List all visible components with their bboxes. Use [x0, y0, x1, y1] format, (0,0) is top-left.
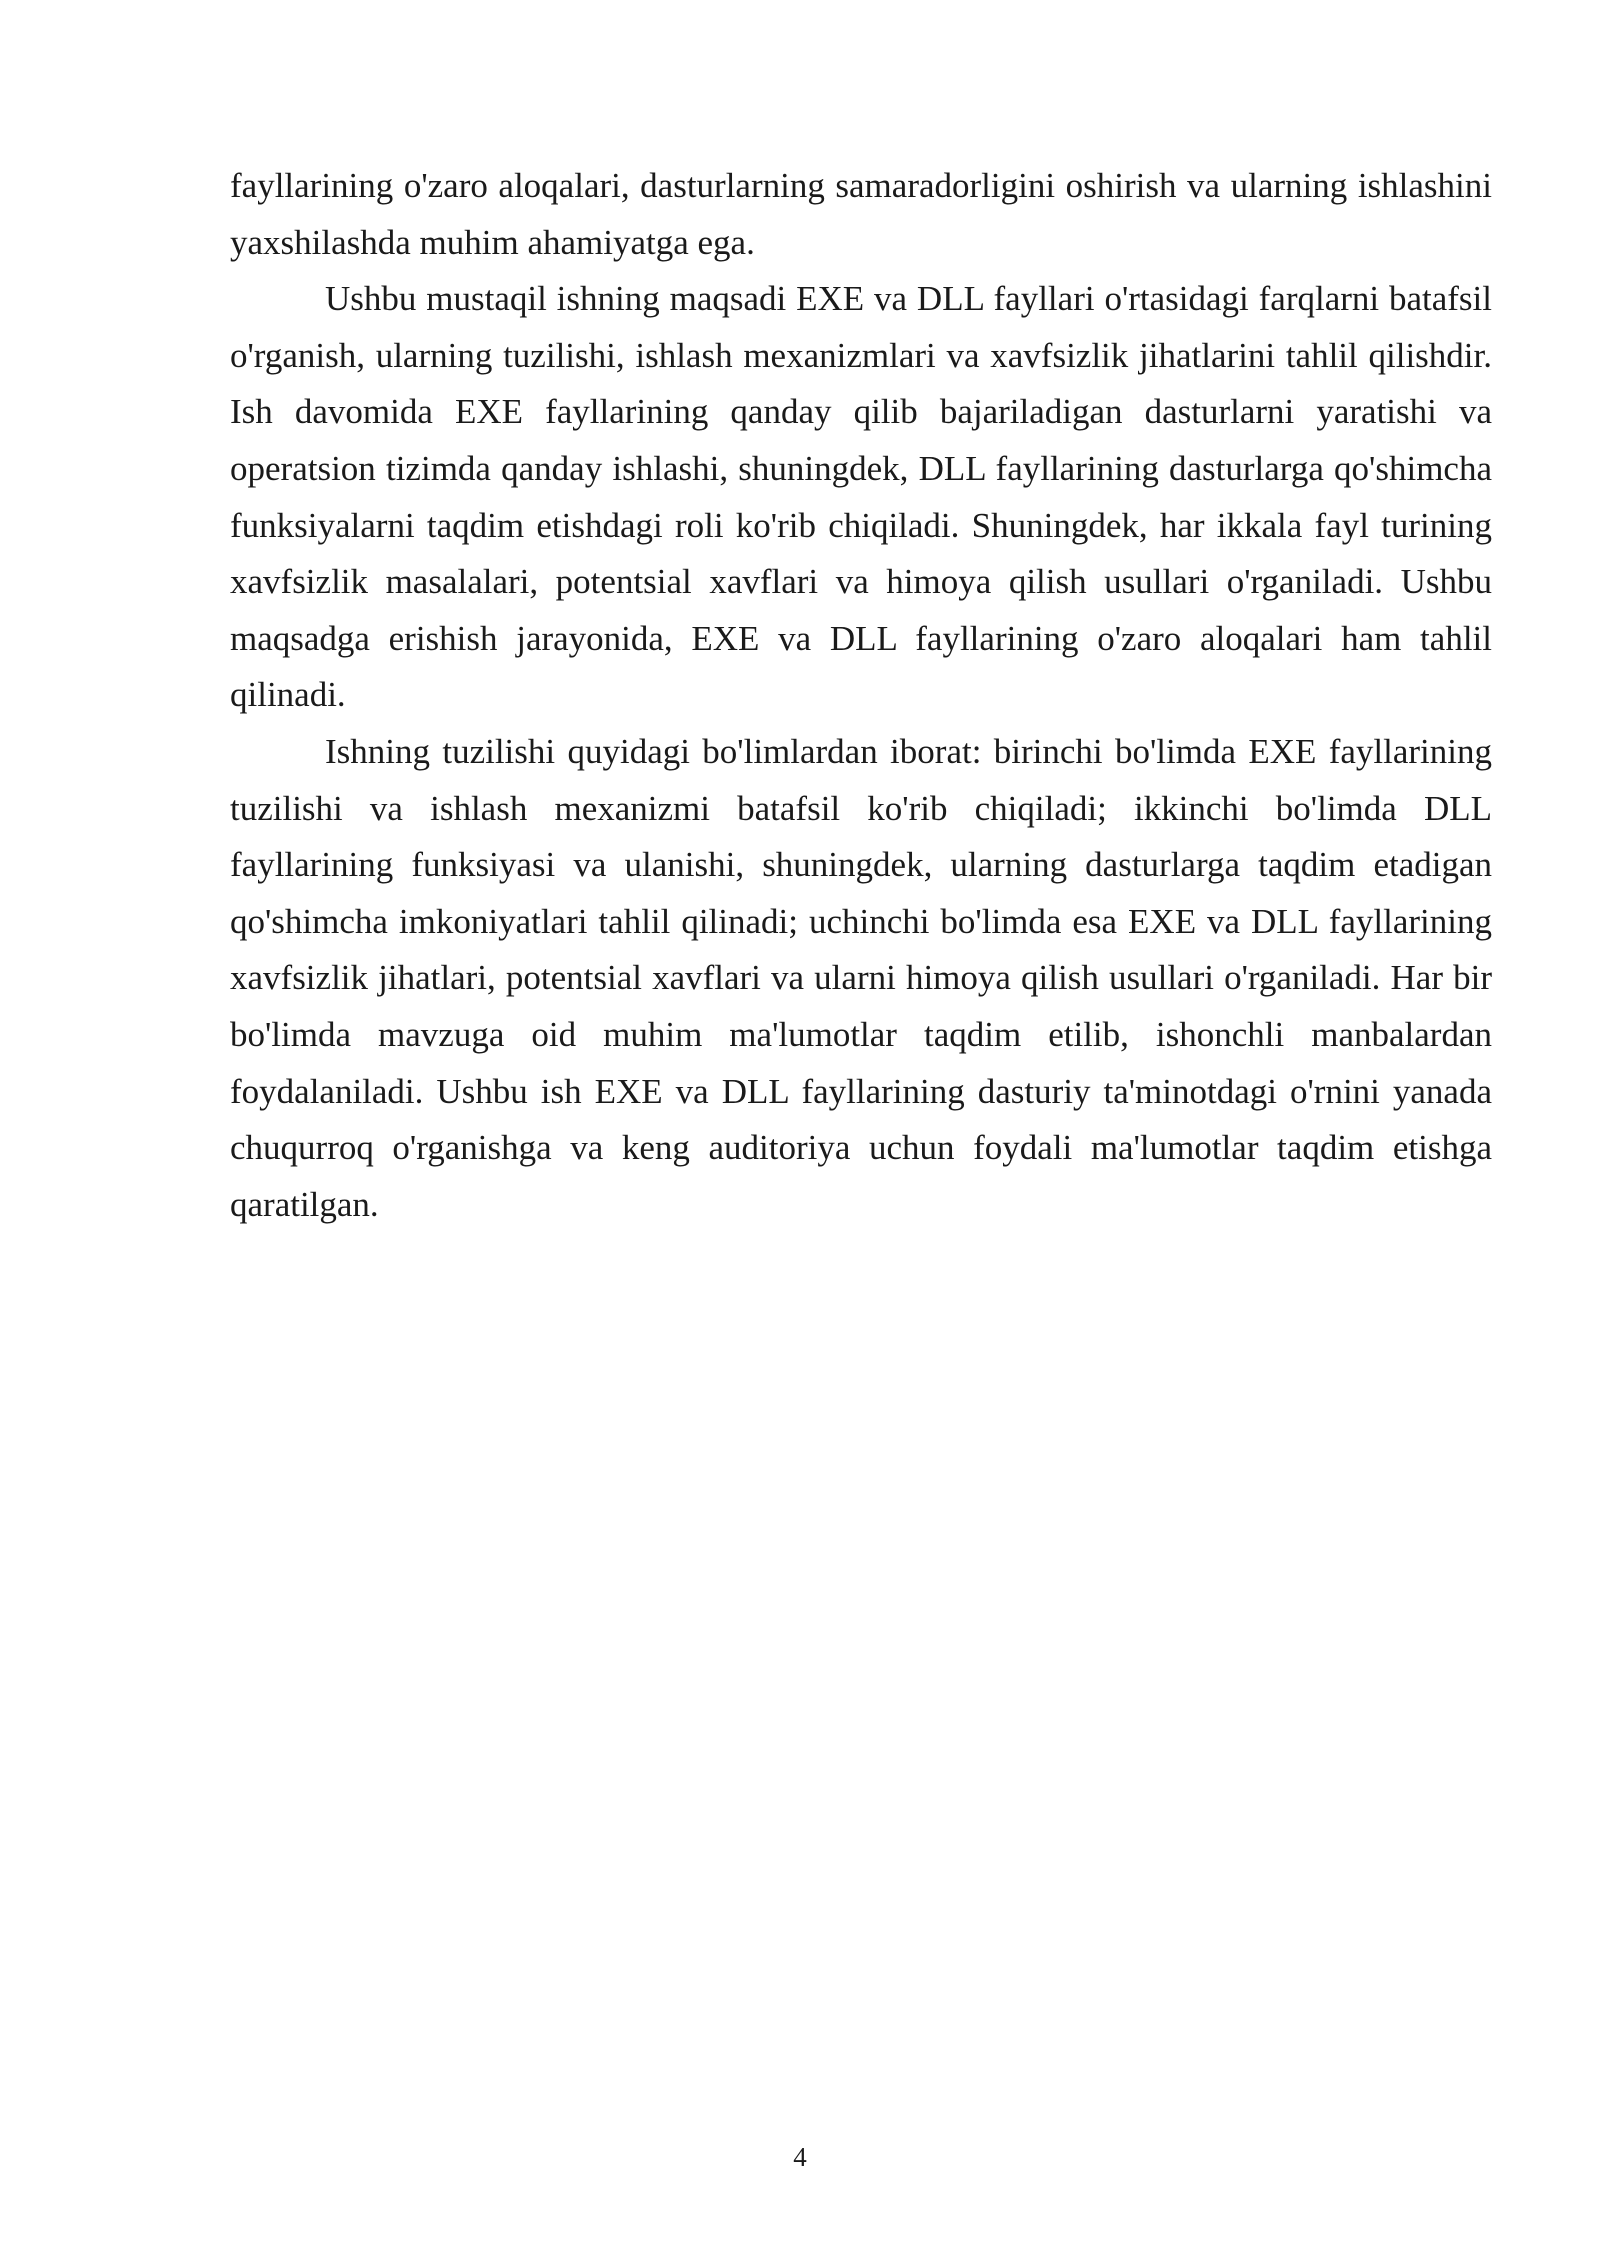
paragraph-purpose: Ushbu mustaqil ishning maqsadi EXE va DLL fayllari o'rtasidagi farqlarni batafsil o'rganish, ularning tuzilishi, ishlash mexanizmlari va xavfsizlik jihatlarini tahlil qilishdir. Ish davomida EXE fayllarining qanday qilib bajariladigan dasturlarni yaratishi va operatsion tizimda qanday ishlashi, shuningdek, DLL fayllarining dasturlarga qo'shimcha funksiyalarni taqdim etishdagi roli ko'rib chiqiladi. Shuningdek, har ikkala fayl turining xavfsizlik masalalari, potentsial xavflari va himoya qilish usullari o'rganiladi. Ushbu maqsadga erishish jarayonida, EXE va DLL fayllarining o'zaro aloqalari ham tahlil qilinadi. [230, 279, 1492, 715]
paragraph-structure: Ishning tuzilishi quyidagi bo'limlardan iborat: birinchi bo'limda EXE fayllarining tuzilishi va ishlash mexanizmi batafsil ko'rib chiqiladi; ikkinchi bo'limda DLL fayllarining funksiyasi va ulanishi, shuningdek, ularning dasturlarga taqdim etadigan qo'shimcha imkoniyatlari tahlil qilinadi; uchinchi bo'limda esa EXE va DLL fayllarining xavfsizlik jihatlari, potentsial xavflari va ularni himoya qilish usullari o'rganiladi. Har bir bo'limda mavzuga oid muhim ma'lumotlar taqdim etilib, ishonchli manbalardan foydalaniladi. Ushbu ish EXE va DLL fayllarining dasturiy ta'minotdagi o'rnini yanada chuqurroq o'rganishga va keng auditoriya uchun foydali ma'lumotlar taqdim etishga qaratilgan. [230, 731, 1492, 1224]
body-text [230, 158, 1492, 1233]
page-number: 4 [793, 2142, 807, 2172]
paragraph-continuation: fayllarining o'zaro aloqalari, dasturlarning samaradorligini oshirish va ularning ishlashini yaxshilashda muhim ahamiyatga ega. [230, 166, 1492, 262]
